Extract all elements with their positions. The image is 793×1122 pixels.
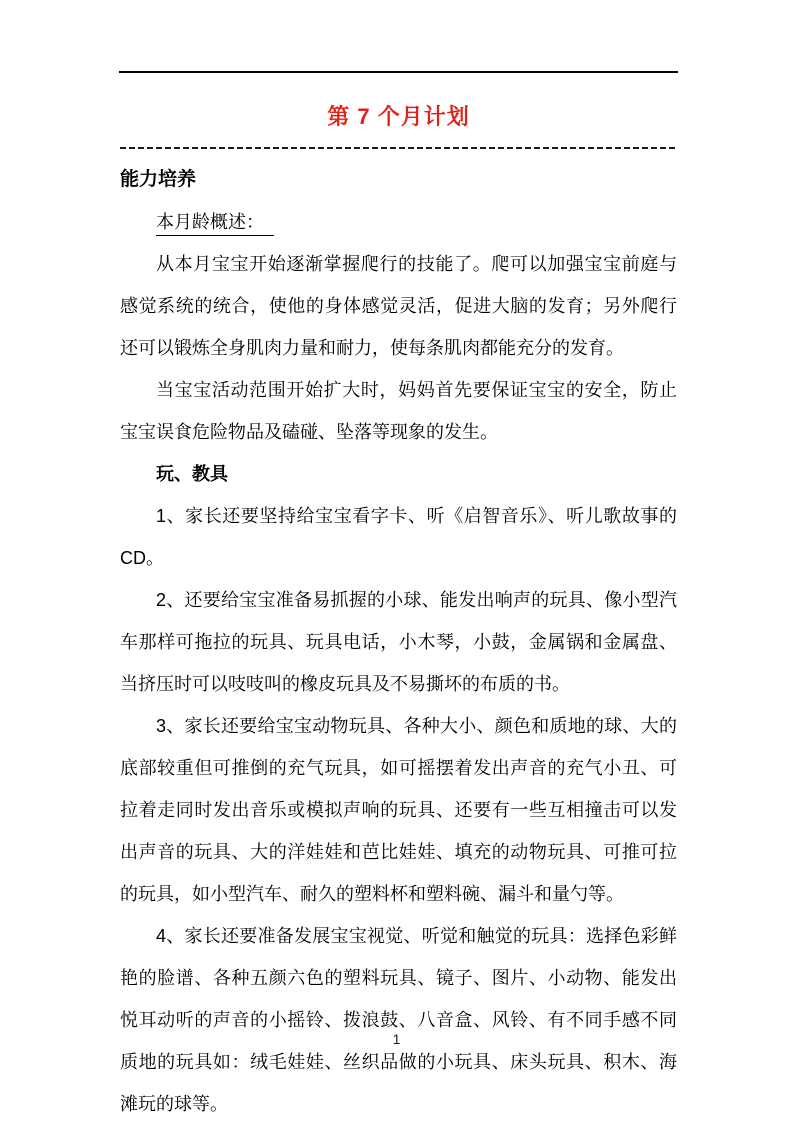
document-content: [120, 96, 677, 1122]
body-text: [120, 201, 677, 1122]
dashed-separator: [120, 147, 677, 149]
paragraph-safety: 当宝宝活动范围开始扩大时，妈妈首先要保证宝宝的安全，防止宝宝误食危险物品及磕碰、坠落等现象的发生。: [120, 380, 677, 442]
paragraph-crawling: 从本月宝宝开始逐渐掌握爬行的技能了。爬可以加强宝宝前庭与感觉系统的统合，使他的身体感觉灵活，促进大脑的发育；另外爬行还可以锻炼全身肌肉力量和耐力，使每条肌肉都能充分的发育。: [120, 254, 677, 358]
page-number: 1: [392, 1031, 401, 1047]
section-heading-ability: 能力培养: [120, 169, 197, 190]
overview-label-line: [120, 201, 677, 243]
toys-item-1: 1、家长还要坚持给宝宝看字卡、听《启智音乐》、听儿歌故事的 CD。: [120, 506, 677, 568]
header-divider: [119, 71, 678, 73]
overview-label: 本月龄概述：: [156, 212, 274, 236]
section-heading-toys: 玩、教具: [156, 464, 228, 484]
toys-item-2: 2、还要给宝宝准备易抓握的小球、能发出响声的玩具、像小型汽车那样可拖拉的玩具、玩具电话，小木琴，小鼓，金属锅和金属盘、当挤压时可以吱吱叫的橡皮玩具及不易撕坏的布质的书。: [120, 590, 677, 694]
page-title: 第 7 个月计划: [327, 104, 470, 129]
toys-item-4: 4、家长还要准备发展宝宝视觉、听觉和触觉的玩具：选择色彩鲜艳的脸谱、各种五颜六色的塑料玩具、镜子、图片、小动物、能发出悦耳动听的声音的小摇铃、拨浪鼓、八音盒、风铃、有不同手感不同质地的玩具如：绒毛娃娃、丝织品做的小玩具、床头玩具、积木、海滩玩的球等。: [120, 926, 677, 1114]
toys-item-3: 3、家长还要给宝宝动物玩具、各种大小、颜色和质地的球、大的底部较重但可推倒的充气玩具，如可摇摆着发出声音的充气小丑、可拉着走同时发出音乐或模拟声响的玩具、还要有一些互相撞击可以发出声音的玩具、大的洋娃娃和芭比娃娃、填充的动物玩具、可推可拉的玩具，如小型汽车、耐久的塑料杯和塑料碗、漏斗和量勺等。: [120, 716, 677, 904]
